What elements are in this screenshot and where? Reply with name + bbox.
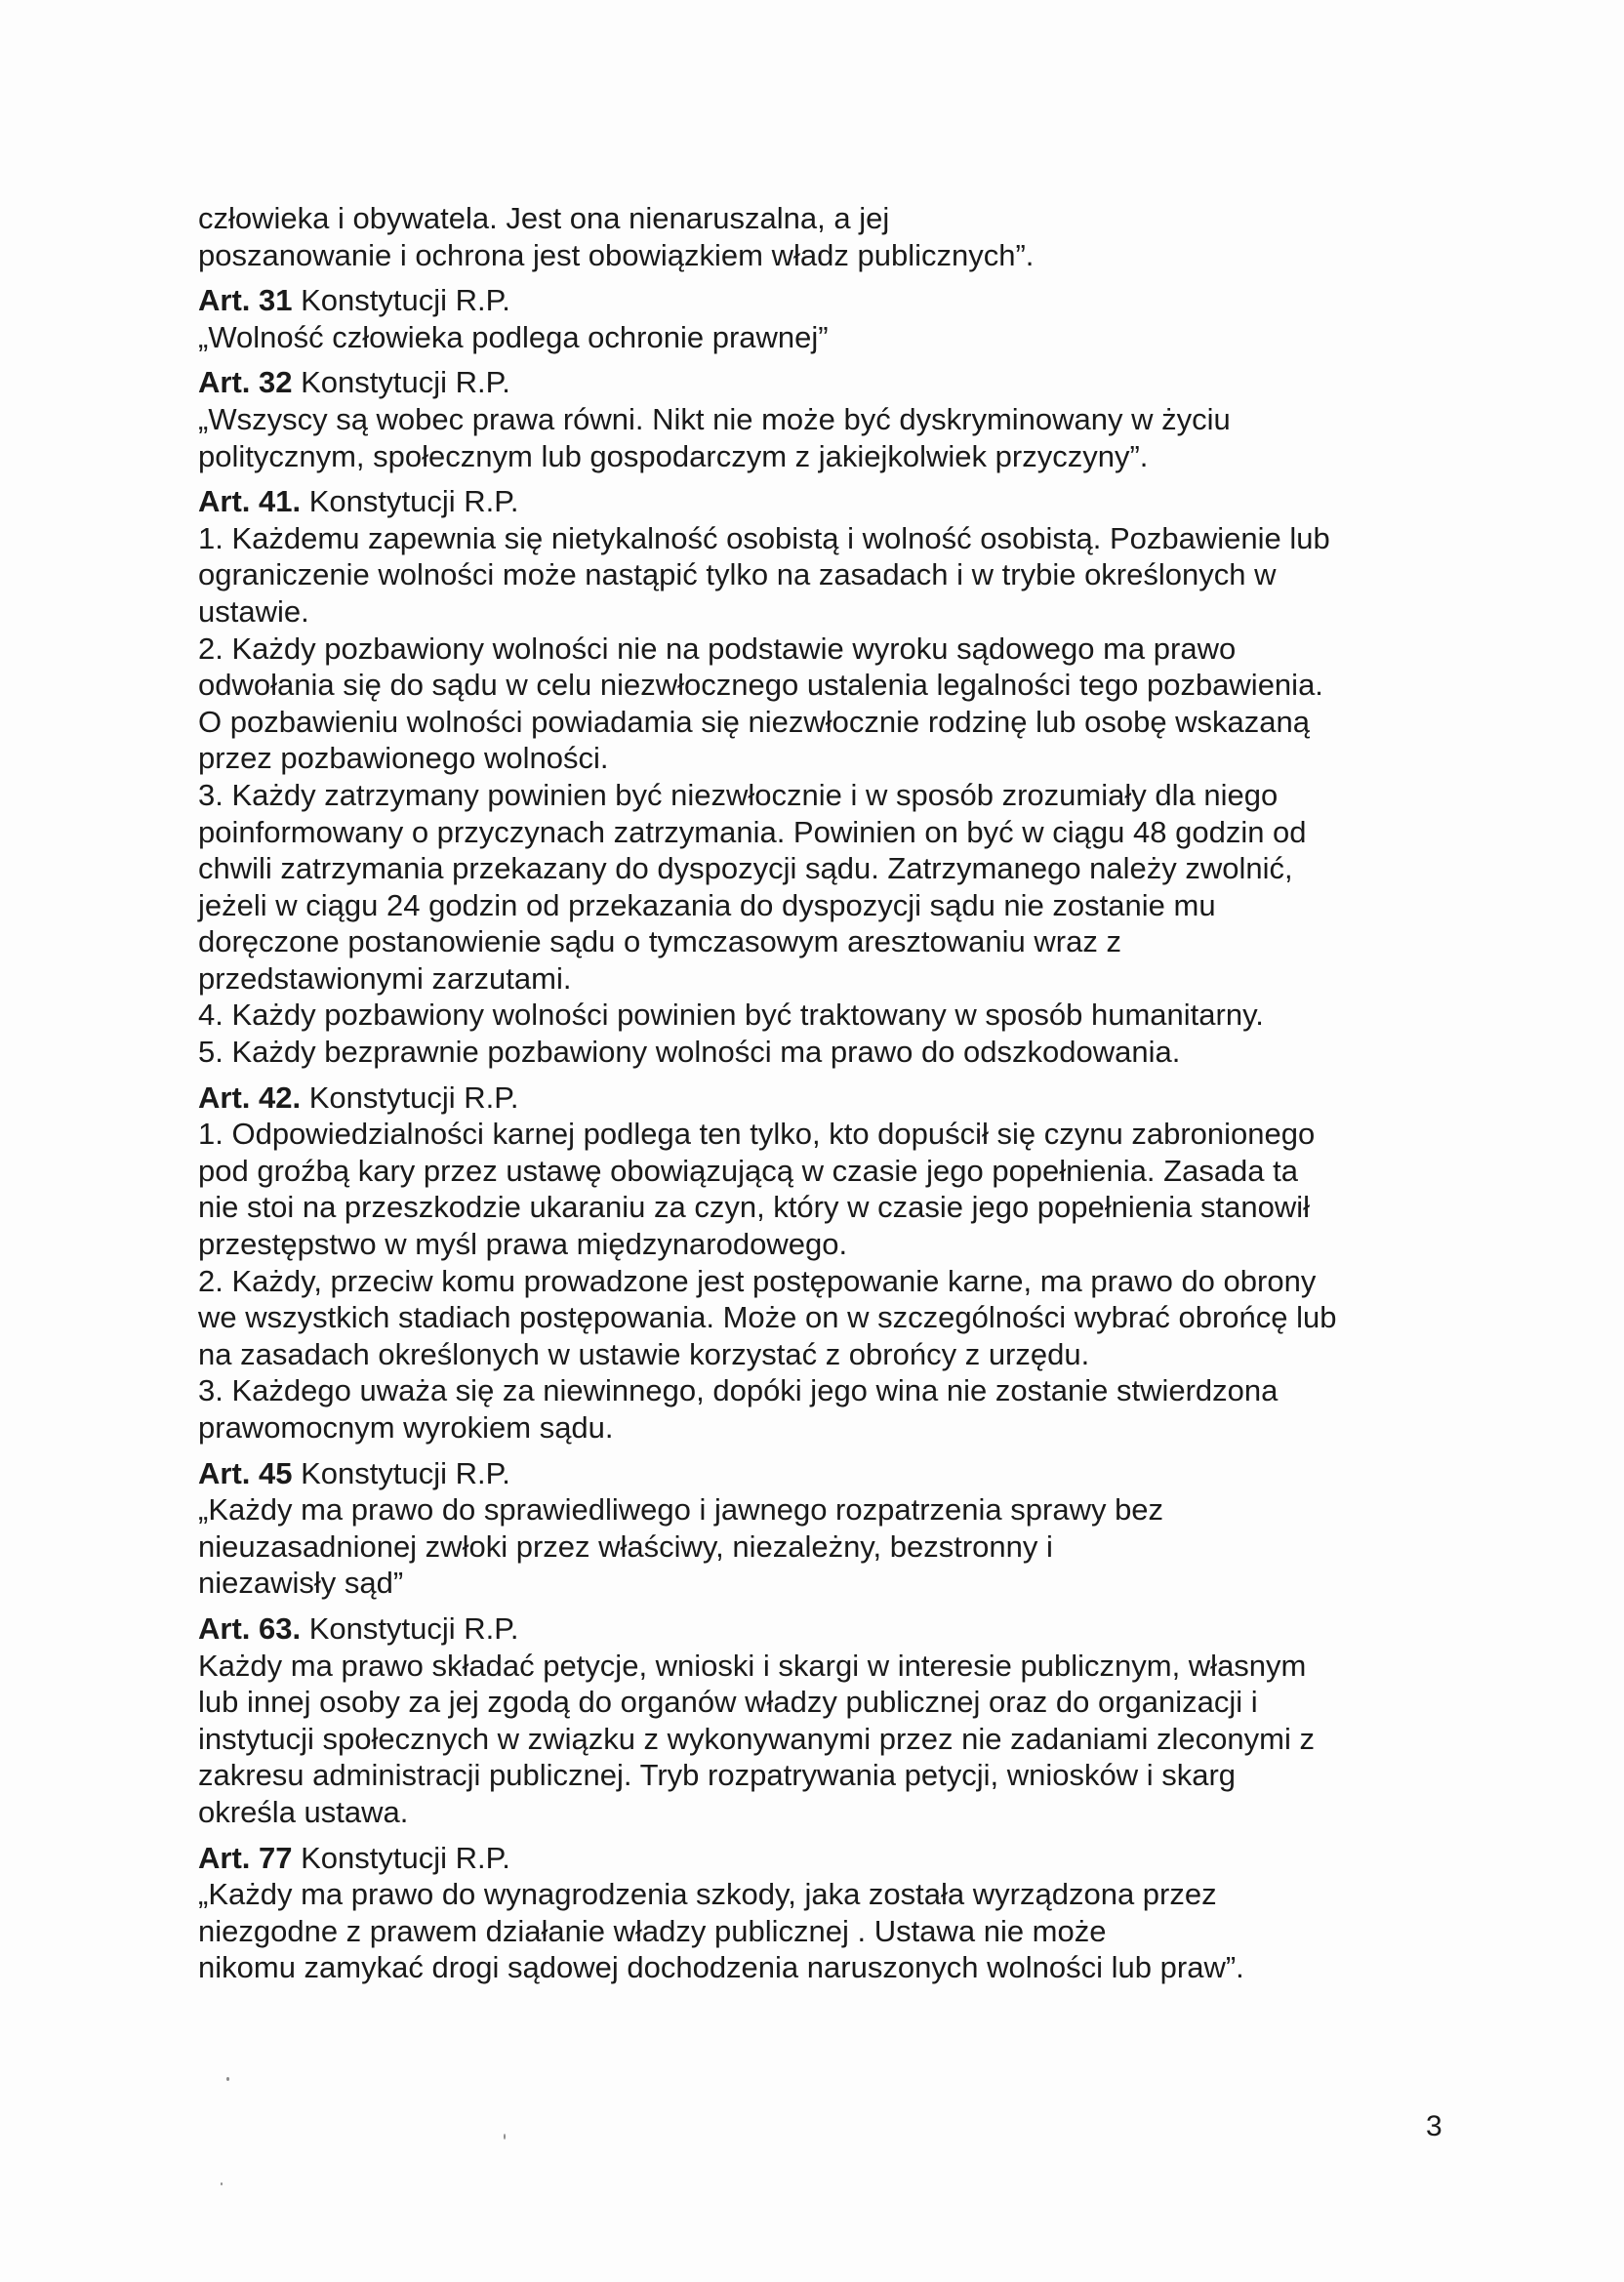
article-source: Konstytucji R.P. [308,1610,519,1646]
text-line: przestępstwo w myśl prawa międzynarodowego. [198,1227,848,1262]
text-line: chwili zatrzymania przekazany do dyspozycji sądu. Zatrzymanego należy zwolnić, [198,851,1293,886]
text-line: O pozbawieniu wolności powiadamia się niezwłocznie rodzinę lub osobę wskazaną [198,704,1311,739]
article-source: Konstytucji R.P. [301,1455,510,1490]
text-line: instytucji społecznych w związku z wykonywanymi przez nie zadaniami zleconymi z [198,1721,1315,1756]
article-number: Art. 41. [198,484,302,519]
article-heading [198,483,1467,520]
text-line: przedstawionymi zarzutami. [198,960,572,996]
article-source: Konstytucji R.P. [308,1080,519,1115]
article-heading [198,364,1467,401]
scan-speck [221,2182,223,2185]
article-number: Art. 32 [198,365,293,400]
page-number: 3 [1426,2110,1442,2142]
text-line: pod groźbą kary przez ustawę obowiązującą w czasie jego popełnienia. Zasada ta [198,1153,1299,1188]
text-line: na zasadach określonych w ustawie korzystać z obrońcy z urzędu. [198,1336,1090,1371]
text-line: określa ustawa. [198,1794,409,1829]
article-source: Konstytucji R.P. [301,1840,510,1875]
text-line: 1. Każdemu zapewnia się nietykalność osobistą i wolność osobistą. Pozbawienie lub [198,520,1330,555]
text-line: politycznym, społecznym lub gospodarczym z jakiejkolwiek przyczyny”. [198,438,1149,473]
text-line: jeżeli w ciągu 24 godzin od przekazania do dyspozycji sądu nie zostanie mu [198,887,1216,922]
article-heading [198,282,1467,319]
scan-speck [504,2134,506,2139]
text-line: 3. Każdego uważa się za niewinnego, dopóki jego wina nie zostanie stwierdzona [198,1373,1279,1408]
text-line: 2. Każdy pozbawiony wolności nie na podstawie wyroku sądowego ma prawo [198,631,1237,666]
text-line: „Wszyscy są wobec prawa równi. Nikt nie może być dyskryminowany w życiu [198,401,1231,436]
article-source: Konstytucji R.P. [301,365,510,400]
article-source: Konstytucji R.P. [301,283,510,318]
text-line: 4. Każdy pozbawiony wolności powinien być traktowany w sposób humanitarny. [198,998,1264,1033]
text-line: zakresu administracji publicznej. Tryb rozpatrywania petycji, wniosków i skarg [198,1758,1237,1793]
article-number: Art. 42. [198,1080,302,1115]
scan-speck [226,2077,229,2081]
text-line: nikomu zamykać drogi sądowej dochodzenia naruszonych wolności lub praw”. [198,1950,1244,1985]
text-line: 5. Każdy bezprawnie pozbawiony wolności ma prawo do odszkodowania. [198,1035,1181,1070]
text-line: niezawisły sąd” [198,1566,404,1601]
text-line: Każdy ma prawo składać petycje, wnioski i skargi w interesie publicznym, własnym [198,1648,1307,1683]
text-line: lub innej osoby za jej zgodą do organów władzy publicznej oraz do organizacji i [198,1685,1258,1720]
text-line: nie stoi na przeszkodzie ukaraniu za czyn, który w czasie jego popełnienia stanowił [198,1190,1310,1225]
text-line: odwołania się do sądu w celu niezwłocznego ustalenia legalności tego pozbawienia. [198,668,1323,703]
text-line: „Każdy ma prawo do sprawiedliwego i jawnego rozpatrzenia sprawy bez [198,1492,1164,1528]
text-line: we wszystkich stadiach postępowania. Może on w szczególności wybrać obrońcę lub [198,1300,1337,1335]
article-number: Art. 45 [198,1455,293,1490]
article-heading [198,1080,1467,1117]
document-body [198,200,1467,1986]
article-heading [198,1840,1467,1877]
text-line: przez pozbawionego wolności. [198,741,609,776]
text-line: poszanowanie i ochrona jest obowiązkiem władz publicznych”. [198,237,1035,272]
text-line: ustawie. [198,593,309,629]
text-line: prawomocnym wyrokiem sądu. [198,1410,614,1445]
text-line: 3. Każdy zatrzymany powinien być niezwłocznie i w sposób zrozumiały dla niego [198,777,1279,812]
text-line: 1. Odpowiedzialności karnej podlega ten tylko, kto dopuścił się czynu zabronionego [198,1117,1316,1152]
text-line: „Wolność człowieka podlega ochronie prawnej” [198,319,829,354]
text-line: niezgodne z prawem działanie władzy publicznej . Ustawa nie może [198,1913,1107,1948]
article-number: Art. 77 [198,1840,293,1875]
text-line: 2. Każdy, przeciw komu prowadzone jest postępowanie karne, ma prawo do obrony [198,1263,1317,1298]
article-heading [198,1455,1467,1492]
text-line: ograniczenie wolności może nastąpić tylko na zasadach i w trybie określonych w [198,557,1277,592]
text-line: nieuzasadnionej zwłoki przez właściwy, niezależny, bezstronny i [198,1528,1053,1564]
text-line: doręczone postanowienie sądu o tymczasowym aresztowaniu wraz z [198,924,1121,959]
article-number: Art. 63. [198,1610,302,1646]
text-line: „Każdy ma prawo do wynagrodzenia szkody, jaka została wyrządzona przez [198,1877,1217,1912]
article-number: Art. 31 [198,283,293,318]
text-line: poinformowany o przyczynach zatrzymania. Powinien on być w ciągu 48 godzin od [198,814,1307,849]
article-source: Konstytucji R.P. [308,484,519,519]
text-line: człowieka i obywatela. Jest ona nienaruszalna, a jej [198,201,890,235]
article-heading [198,1610,1467,1648]
